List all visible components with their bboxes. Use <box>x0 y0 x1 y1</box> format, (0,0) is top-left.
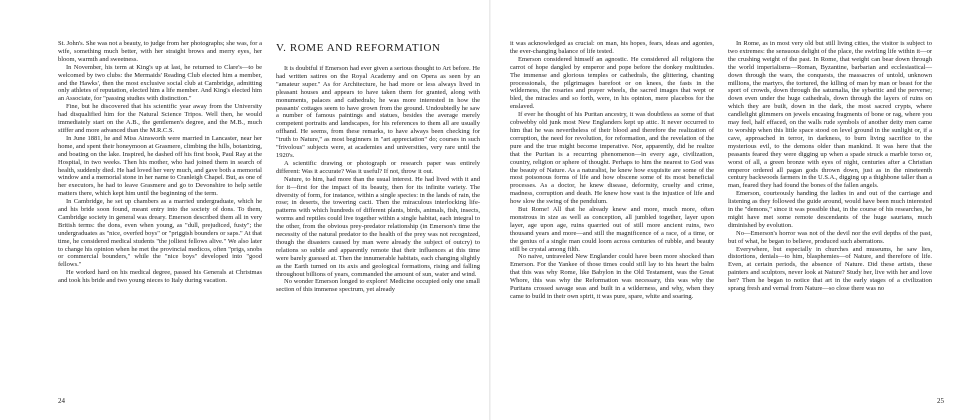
paragraph: A scientific drawing or photograph or research paper was entirely different: Was it accurate? Was it useful? If not, throw it out. <box>276 159 480 175</box>
paragraph: No naive, untraveled New Englander could have been more shocked than Emerson. For the Yankee of those times could still lay to his heart the balm that this was why Rome, like Babylon in the Old Testament, was the Great Whore, this was why the Reformation was necessary, this was why the Puritans crossed savage seas and built in a wilderness, and why, when they came to build in their own spirit, it was pure, spare, white and soaring. <box>510 253 714 300</box>
left-page-column-2 <box>276 40 480 294</box>
page-number-left: 24 <box>58 397 65 405</box>
paragraph: But Rome! All that he already knew and more, much more, often monstrous in size as well as conception, all jumbled together, layer upon layer, age upon age, ruins quarried out of still more ancient ruins, two thousand years and more—and still the magnificence of a race, of a time, or the genius of a single man could loom across centuries of rubble, and beauty still be crystal among filth. <box>510 206 714 253</box>
right-page-column-2 <box>728 40 932 293</box>
paragraph: Nature, to him, had more than the usual interest. He had lived with it and for it—first for the impact of its beauty, then for its infinite variety. The diversity of form, for instance, within a single species: in the lands of rain, the rose; in deserts, the towering cacti. Then the miraculous interlocking life-patterns with which hundreds of different plants, birds, animals, fish, insects, worms and reptiles could live together within a single habitat, each integral to the other, from the obvious prey-predator relationship (in Emerson's time the necessity of the natural predator to the health of the prey was not recognized, though the disasters caused by man were already the subject of outcry) to relations so subtle and apparently remote that their influences at this time were barely guessed at. Then the innumerable habitats, each changing slightly as the Earth turned on its axis and geological formations, rising and falling throughout billions of years, commanded the amount of sun, water and wind. <box>276 175 480 278</box>
paragraph: it was acknowledged as crucial: on man, his hopes, fears, ideas and agonies, the ever-changing balance of life tested. <box>510 40 714 55</box>
paragraph: In November, his term at King's up at last, he returned to Clare's—to be welcomed by two clubs: the Mermaids' Reading Club elected him a member, and the Hawks', then the most exclusive social club at Cambridge, admitting only athletes of reputation, elected him a life member. And King's elected him an Associate, for "passing studies with distinction." <box>58 63 262 103</box>
paragraph: Emerson, courteously handing the ladies in and out of the carriage and listening as they followed the guide around, would have been much interested in the "demons," since it was possible that, in the course of his researches, he might have met some remote descendants of the huge saurians, much diminished by evolution. <box>728 190 932 229</box>
right-page <box>490 0 980 420</box>
page-number-right: 25 <box>937 397 944 405</box>
paragraph: In Rome, as in most very old but still living cities, the visitor is subject to two extremes: the sensuous delight of the place, the swirling life within it—or the crushing weight of the past. In Rome, that weight can bear down through the world imperialisms—Roman, Byzantine, barbarian and ecclesiastical—down through the wars, the conquests, the massacres of untold, unknown millions, the martyrs, the tortured, the killing of man by man or beast for the sport of crowds, down through the saturnalia, the sybaritic and the perverse; down even under the huge cathedrals, down through the layers of ruins on which they are built, down in the dark, the most sacred crypts, where candlelight glimmers on jewels encasing fragments of bone or rag, where you may feel, half effaced, on the walls rude symbols of another deity men came to worship when this little space stood on level ground in the sunlight or, if a cave, approached in terror, in darkness, to burn living sacrifice to the mysterious evil, to the demons older than mankind. It was here that the peasants feared they were digging up when a spade struck a marble torso or, worst of all, a green bronze with eyes of night, centuries after a Christian emperor ordered all pagan gods thrown down, just as in the nineteenth century backwoods farmers in the U.S.A., digging up a thighbone taller than a man, feared they had found the bones of the fallen angels. <box>728 40 932 190</box>
paragraph: St. John's. She was not a beauty, to judge from her photographs; she was, for a wife, something much better, with her straight brows and merry eyes, her bloom, warmth and sweetness. <box>58 40 262 63</box>
paragraph: No wonder Emerson longed to explore! Medicine occupied only one small section of this immense spectrum, yet already <box>276 278 480 294</box>
paragraph: It is doubtful if Emerson had ever given a serious thought to Art before. He had written satires on the Royal Academy and on Opera as seen by an "amateur super." As for Architecture, he had more or less always lived in pleasant houses and appears to have taken them for granted, along with monuments, palaces and cathedrals; he was more interested in how the peasants' cottages seem to have grown from the ground. Undoubtedly he saw a number of famous paintings and statues, besides the average merely competent portraits and landscapes, for his references to them all are usually offhand. He seems, from these remarks, to have always been checking for "truth to Nature," as most beginners in "art appreciation" do; courses in such "frivolous" subjects were, at academies and universities, very rare until the 1920's. <box>276 65 480 159</box>
paragraph: He worked hard on his medical degree, passed his Generals at Christmas and took his bride and two young nieces to Italy during vacation. <box>58 269 262 285</box>
chapter-title: V. ROME AND REFORMATION <box>276 42 441 54</box>
paragraph: Emerson considered himself an agnostic. He considered all religions the carrot of hope dangled by emperor and pope before the donkey multitudes. The immense and glorious temples or cathedrals, the glittering, chanting processionals, the pilgrimages barefoot or on knees, the fasts in the wilderness, the rosaries and prayer wheels, the sacred images that wept or bled, the miracles and so forth, were, in his opinion, mere placebos for the enslaved. <box>510 55 714 111</box>
right-page-column-1 <box>510 40 714 301</box>
left-page-column-1 <box>58 40 262 285</box>
paragraph: No—Emerson's horror was not of the devil nor the evil depths of the past, but of what, he began to believe, produced such aberrations. <box>728 229 932 245</box>
paragraph: Everywhere, but especially in churches and museums, he saw lies, distortions, denials—to him, blasphemies—of Nature, and therefore of life. Even, at certain periods, the absence of Nature. Did these artists, these painters and sculptors, never look at Nature? Study her, live with her and love her? Then he began to notice that art in the early stages of a civilization sprang fresh and vernal from Nature—so close there was no <box>728 245 932 293</box>
paragraph: In Cambridge, he set up chambers as a married undergraduate, which he and his bride soon found, meant entry into the society of dons. To them, Cambridge society in general was dreary. Emerson described them all in very British terms: the dons, even when young, as "dull, prejudiced, fusty"; the undergraduates as "nice, overfed boys" or "priggish bounders or saps." At that time, he considered medical students "the jolliest fellows alive." We also later to change his opinion when he met the provincial medicos, often "prigs, snobs or commercial bounders," while the "nice boys" developed into "good fellows." <box>58 198 262 269</box>
paragraph: Fine, but he discovered that his scientific year away from the University had disqualified him for the Natural Science Tripos. Well then, he would immediately start on the A.B., the gentlemen's degree, and the M.B., much stiffer and more advanced than the M.R.C.S. <box>58 103 262 134</box>
paragraph: If ever he thought of his Puritan ancestry, it was doubtless as some of that cobwebby old junk most New Englanders kept up attic. It never occurred to him that he was nevertheless of their blood and therefore the realization of corruption, the need for revolution, for reformation, and the revelation of the pure and the true might become imperative. Nor, apparently, did he realize that the Puritan is a recurring phenomenon—in every age, civilization, country, religion or sphere of thought. Perhaps to him the nearest to God was the beauty of Nature. As a naturalist, he knew how exquisite are some of the most poisonous forms of life and how obscene some of its most beneficial processes. As a doctor, he knew disease, deformity, cruelty and crime, madness, corruption and death. He knew how vast is the injustice of life and how slow the swing of the pendulum. <box>510 111 714 206</box>
paragraph: In June 1881, he and Miss Ainsworth were married in Lancaster, near her home, and spent their honeymoon at Grasmere, climbing the hills, botanizing, and boating on the lake. Inspired, he dashed off his first book, Paul Ray at the Hospital, in two weeks. Then his mother, who had joined them in search of health, suddenly died. He had loved her very much, and gave both a memorial window and a memorial stone in her name to Cranleigh Chapel. But, as one of her executors, he had to leave Grasmere and go to Devonshire to help settle matters there, which kept him until the beginning of the term. <box>58 134 262 198</box>
